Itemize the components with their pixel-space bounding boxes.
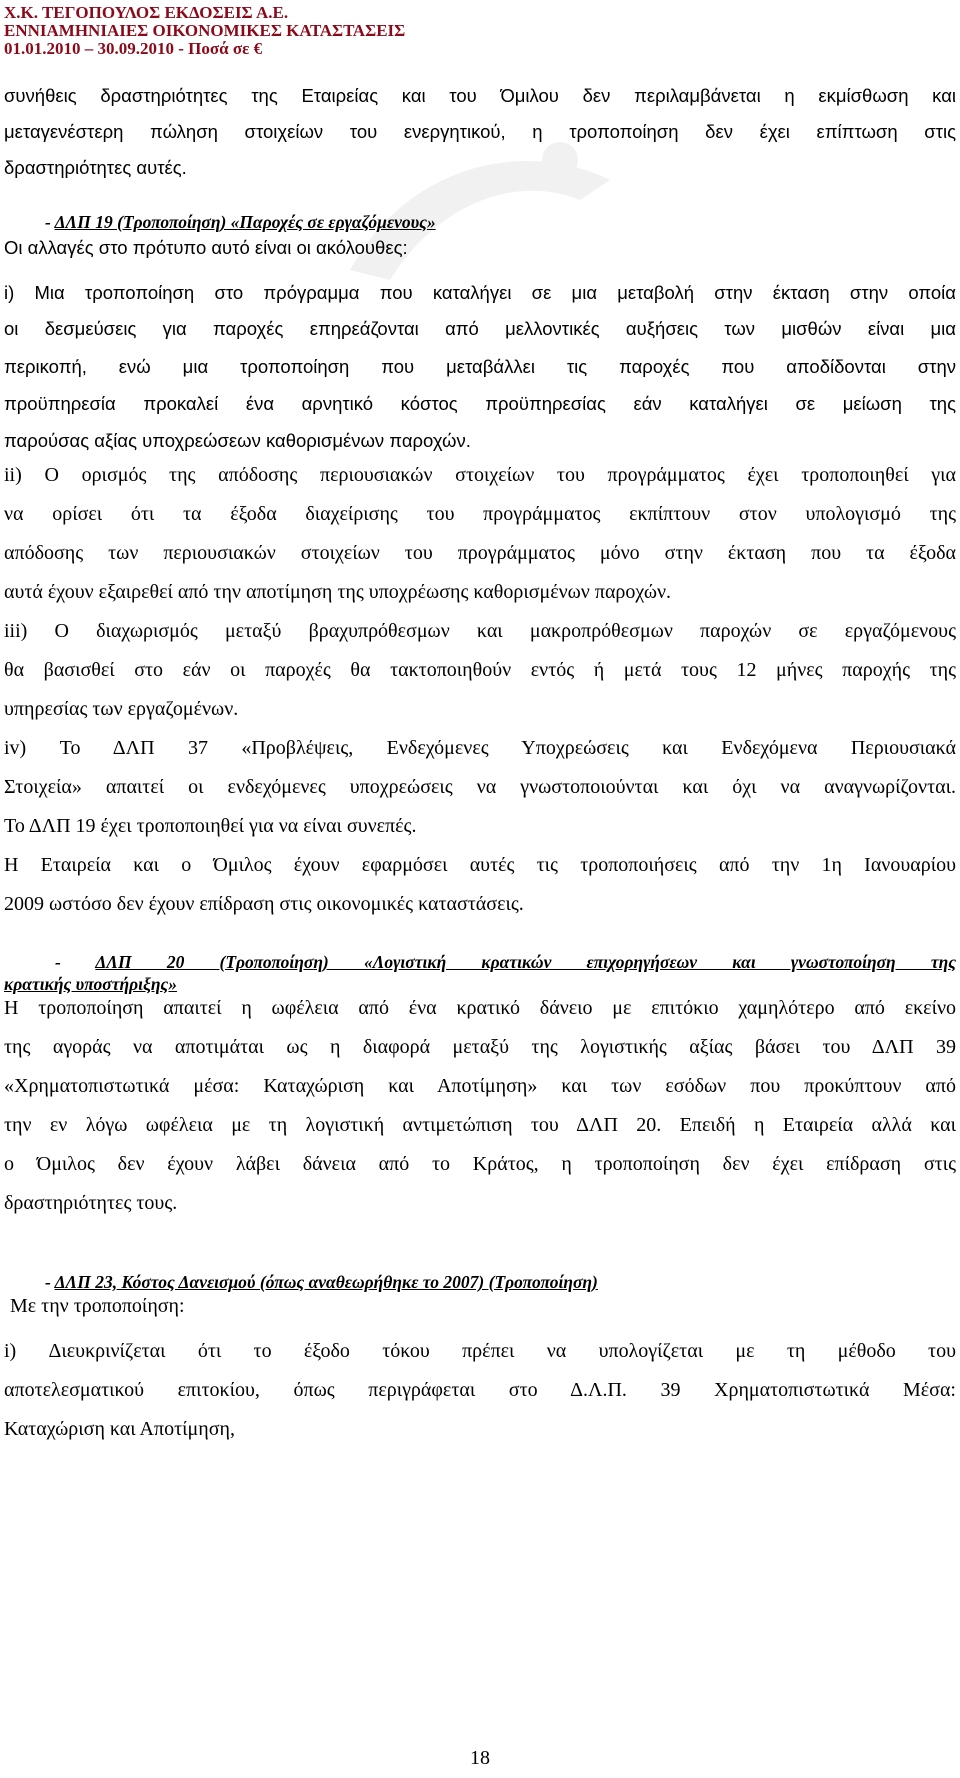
- intro-line-3: δραστηριότητες αυτές.: [4, 157, 187, 178]
- ias19-ii-line-2: να ορίσει ότι τα έξοδα διαχείρισης του προγράμματος εκπίπτουν στον υπολογισμό της: [4, 503, 956, 525]
- ias20-para-line-6: δραστηριότητες τους.: [4, 1192, 178, 1214]
- ias19-i-line-2: οι δεσμεύσεις για παροχές επηρεάζονται από μελλοντικές αυξήσεις των μισθών είναι μια: [4, 318, 956, 339]
- header-company: Χ.Κ. ΤΕΓΟΠΟΥΛΟΣ ΕΚΔΟΣΕΙΣ Α.Ε.: [4, 3, 289, 22]
- intro-line-2: μεταγενέστερη πώληση στοιχείων του ενεργητικού, η τροποποίηση δεν έχει επίπτωση στις: [4, 121, 956, 142]
- ias19-ii-line-4: αυτά έχουν εξαιρεθεί από την αποτίμηση της υποχρέωσης καθορισμένων παροχών.: [4, 581, 672, 603]
- ias20-title-2: κρατικής υποστήριξης»: [4, 974, 177, 994]
- ias23-i-line-2: αποτελεσματικού επιτοκίου, όπως περιγράφεται στο Δ.Λ.Π. 39 Χρηματοπιστωτικά Μέσα:: [4, 1379, 956, 1401]
- ias20-dash: -: [55, 952, 96, 972]
- ias19-ii-line-1: ii) Ο ορισμός της απόδοσης περιουσιακών στοιχείων του προγράμματος έχει τροποποιηθεί για: [4, 464, 956, 486]
- ias19-heading: [45, 210, 436, 234]
- ias23-intro: Με την τροποποίηση:: [10, 1295, 185, 1317]
- ias20-heading-line-1: [55, 950, 956, 974]
- ias20-heading-line-2: [4, 972, 177, 996]
- ias23-dash: -: [45, 1272, 55, 1292]
- ias19-dash: -: [45, 212, 55, 232]
- header-period: 01.01.2010 – 30.09.2010 - Ποσά σε €: [4, 39, 263, 58]
- ias19-i-line-5: παρούσας αξίας υποχρεώσεων καθορισμένων παροχών.: [4, 430, 471, 451]
- ias19-conclusion-line-1: Η Εταιρεία και ο Όμιλος έχουν εφαρμόσει αυτές τις τροποποιήσεις από την 1η Ιανουαρίου: [4, 854, 956, 876]
- ias23-i-line-3: Καταχώριση και Αποτίμηση,: [4, 1418, 235, 1440]
- ias19-intro: Οι αλλαγές στο πρότυπο αυτό είναι οι ακόλουθες:: [4, 237, 408, 258]
- ias19-iv-line-3: Το ΔΛΠ 19 έχει τροποποιηθεί για να είναι συνεπές.: [4, 815, 417, 837]
- ias19-i-line-4: προϋπηρεσία προκαλεί ένα αρνητικό κόστος προϋπηρεσίας εάν καταλήγει σε μείωση της: [4, 393, 956, 414]
- ias19-iii-line-1: iii) Ο διαχωρισμός μεταξύ βραχυπρόθεσμων και μακροπρόθεσμων παροχών σε εργαζόμενους: [4, 620, 956, 642]
- ias20-para-line-1: Η τροποποίηση απαιτεί η ωφέλεια από ένα κρατικό δάνειο με επιτόκιο χαμηλότερο από εκείνο: [4, 997, 956, 1019]
- ias19-iii-line-3: υπηρεσίας των εργαζομένων.: [4, 698, 239, 720]
- ias19-i-line-3: περικοπή, ενώ μια τροποποίηση που μεταβάλλει τις παροχές που αποδίδονται στην: [4, 356, 956, 377]
- ias19-iv-line-2: Στοιχεία» απαιτεί οι ενδεχόμενες υποχρεώσεις να γνωστοποιούνται και όχι να αναγνωρίζονται.: [4, 776, 956, 798]
- ias20-title-1: ΔΛΠ 20 (Τροποποίηση) «Λογιστική κρατικών επιχορηγήσεων και γνωστοποίηση της: [95, 952, 956, 972]
- ias19-i-line-1: i) Μια τροποποίηση στο πρόγραμμα που καταλήγει σε μια μεταβολή στην έκταση στην οποία: [4, 282, 956, 303]
- ias19-ii-line-3: απόδοσης των περιουσιακών στοιχείων του προγράμματος μόνο στην έκταση που τα έξοδα: [4, 542, 956, 564]
- ias23-heading: [45, 1270, 598, 1294]
- ias20-para-line-4: την εν λόγω ωφέλεια με τη λογιστική αντιμετώπιση του ΔΛΠ 20. Επειδή η Εταιρεία αλλά και: [4, 1114, 956, 1136]
- ias20-para-line-3: «Χρηματοπιστωτικά μέσα: Καταχώριση και Αποτίμηση» και των εσόδων που προκύπτουν από: [4, 1075, 956, 1097]
- ias19-iv-line-1: iv) Το ΔΛΠ 37 «Προβλέψεις, Ενδεχόμενες Υποχρεώσεις και Ενδεχόμενα Περιουσιακά: [4, 737, 956, 759]
- ias19-iii-line-2: θα βασισθεί στο εάν οι παροχές θα τακτοποιηθούν εντός ή μετά τους 12 μήνες παροχής της: [4, 659, 956, 681]
- ias20-para-line-2: της αγοράς να αποτιμάται ως η διαφορά μεταξύ της λογιστικής αξίας βάσει του ΔΛΠ 39: [4, 1036, 956, 1058]
- intro-line-1: συνήθεις δραστηριότητες της Εταιρείας και του Όμιλου δεν περιλαμβάνεται η εκμίσθωση και: [4, 85, 956, 106]
- ias23-title: ΔΛΠ 23, Κόστος Δανεισμού (όπως αναθεωρήθηκε το 2007) (Τροποποίηση): [54, 1272, 598, 1292]
- ias23-i-line-1: i) Διευκρινίζεται ότι το έξοδο τόκου πρέπει να υπολογίζεται με τη μέθοδο του: [4, 1340, 956, 1362]
- ias20-para-line-5: ο Όμιλος δεν έχουν λάβει δάνεια από το Κράτος, η τροποποίηση δεν έχει επίδραση στις: [4, 1153, 956, 1175]
- page-number: 18: [470, 1747, 490, 1769]
- header-report-title: ΕΝΝΙΑΜΗΝΙΑΙΕΣ ΟΙΚΟΝΟΜΙΚΕΣ ΚΑΤΑΣΤΑΣΕΙΣ: [4, 21, 406, 40]
- ias19-title: ΔΛΠ 19 (Τροποποίηση) «Παροχές σε εργαζόμενους»: [54, 212, 436, 232]
- ias19-conclusion-line-2: 2009 ωστόσο δεν έχουν επίδραση στις οικονομικές καταστάσεις.: [4, 893, 524, 915]
